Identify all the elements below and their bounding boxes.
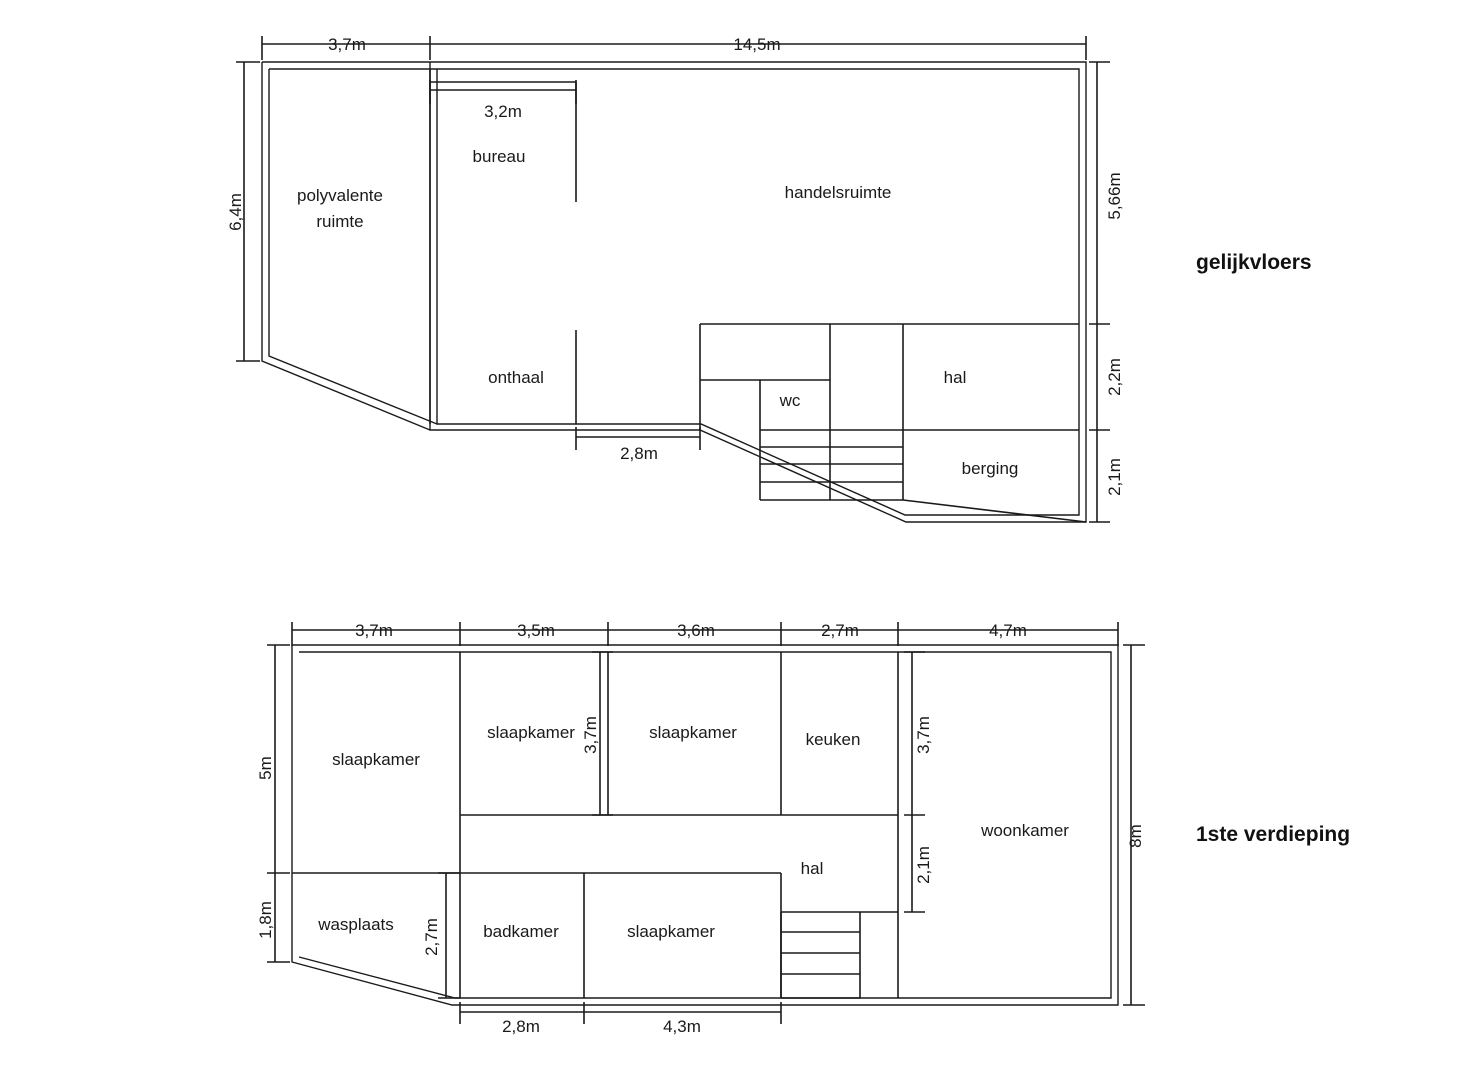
first-floor-labels (256, 621, 1145, 1036)
dimension-ground-2-8m: 2,8m (620, 444, 658, 463)
room-label-hal: hal (943, 368, 967, 387)
room-label-slaapkamer-3: slaapkamer (649, 723, 737, 742)
dimension-ground-6-4m: 6,4m (226, 193, 245, 231)
dimension-first-3-5m: 3,5m (517, 621, 555, 640)
room-label-slaapkamer-2: slaapkamer (487, 723, 575, 742)
room-label-bureau: bureau (472, 147, 526, 166)
room-label-polyvalente-ruimte-line1: polyvalente (296, 186, 384, 205)
dimension-first-4-7m: 4,7m (989, 621, 1027, 640)
dimension-first-2-1m: 2,1m (914, 846, 933, 884)
ground-floor-labels (226, 35, 1124, 496)
dimension-first-2-8m: 2,8m (502, 1017, 540, 1036)
dimension-first-2-7m-left: 2,7m (422, 918, 441, 956)
dimension-first-3-7m-mid1: 3,7m (581, 716, 600, 754)
room-label-handelsruimte: handelsruimte (784, 183, 892, 202)
dimension-first-8m: 8m (1126, 824, 1145, 848)
dimension-first-4-3m: 4,3m (663, 1017, 701, 1036)
dimension-ground-3-2m: 3,2m (484, 102, 522, 121)
dimension-first-2-7m-top: 2,7m (821, 621, 859, 640)
room-label-wc: wc (779, 391, 801, 410)
room-label-woonkamer: woonkamer (981, 821, 1069, 840)
dimension-first-5m: 5m (256, 756, 275, 780)
room-label-onthaal: onthaal (488, 368, 544, 387)
dimension-first-3-7m-top1: 3,7m (355, 621, 393, 640)
floor-title-1ste-verdieping: 1ste verdieping (1196, 823, 1351, 846)
room-label-wasplaats: wasplaats (318, 915, 394, 934)
dimension-ground-2-1m: 2,1m (1105, 458, 1124, 496)
dimension-ground-5-66m: 5,66m (1105, 172, 1124, 220)
room-label-badkamer: badkamer (483, 922, 559, 941)
room-label-berging: berging (961, 459, 1019, 478)
dimension-ground-3-7m: 3,7m (328, 35, 366, 54)
room-label-hal-first: hal (800, 859, 824, 878)
room-label-slaapkamer-4: slaapkamer (627, 922, 715, 941)
dimension-first-3-7m-mid2: 3,7m (914, 716, 933, 754)
dimension-ground-14-5m: 14,5m (733, 35, 781, 54)
room-label-keuken: keuken (805, 730, 861, 749)
dimension-first-1-8m: 1,8m (256, 901, 275, 939)
room-label-polyvalente-ruimte-line2: ruimte (316, 212, 364, 231)
dimension-first-3-6m: 3,6m (677, 621, 715, 640)
dimension-ground-2-2m: 2,2m (1105, 358, 1124, 396)
room-label-slaapkamer-1: slaapkamer (332, 750, 420, 769)
ground-floor-plan (236, 36, 1110, 522)
floor-title-gelijkvloers: gelijkvloers (1196, 251, 1312, 274)
